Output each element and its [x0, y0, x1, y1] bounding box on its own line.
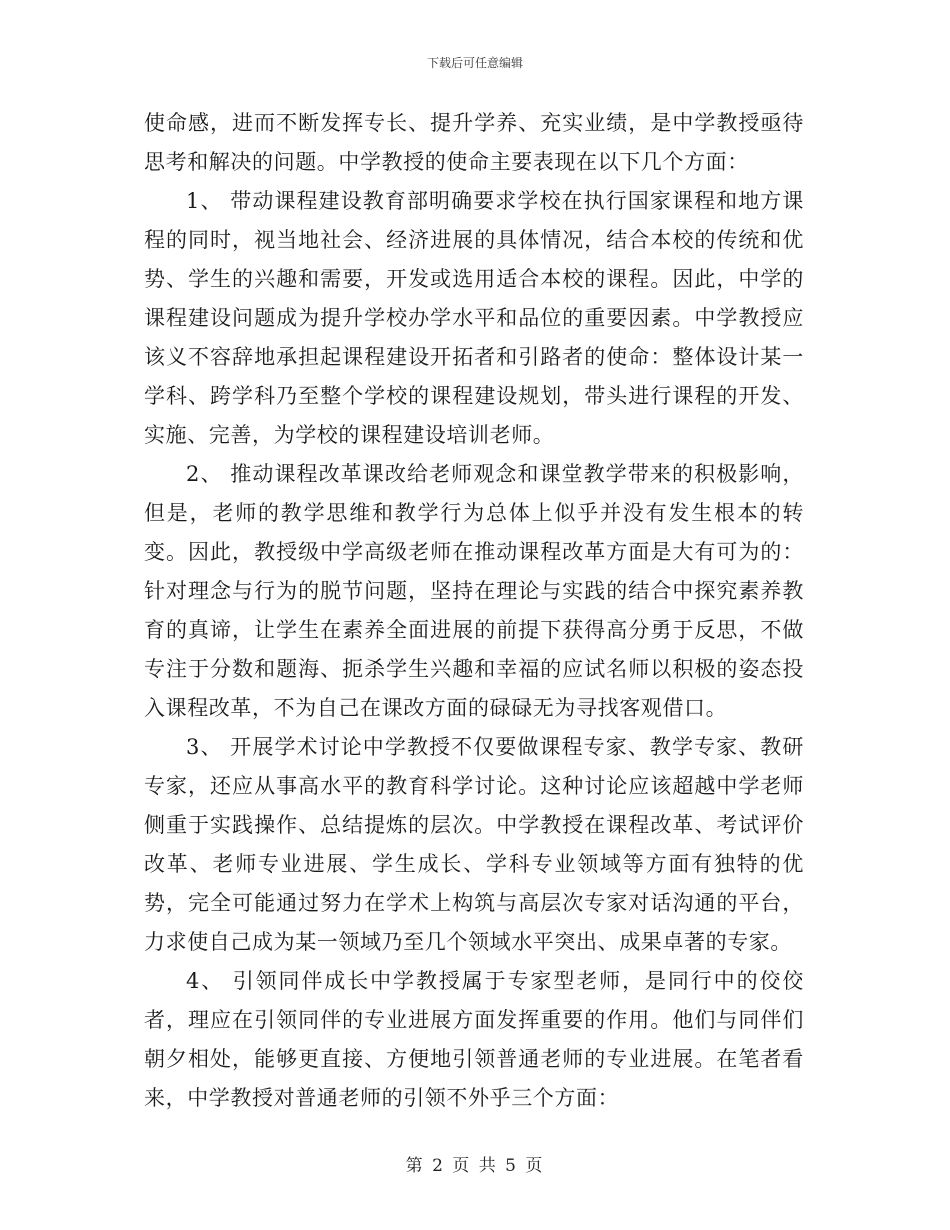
- paragraph-curriculum-building: 1、 带动课程建设教育部明确要求学校在执行国家课程和地方课程的同时，视当地社会、经济进展的具体情况，结合本校的传统和优势、学生的兴趣和需要，开发或选用适合本校的课程。因此，中学的课程建设问题成为提升学校办学水平和品位的重要因素。中学教授应该义不容辞地承担起课程建设开拓者和引路者的使命：整体设计某一学科、跨学科乃至整个学校的课程建设规划，带头进行课程的开发、实施、完善，为学校的课程建设培训老师。: [144, 189, 804, 447]
- paragraph-intro-continuation: 使命感，进而不断发挥专长、提升学养、充实业绩，是中学教授亟待思考和解决的问题。中学教授的使命主要表现在以下几个方面：: [144, 111, 804, 174]
- page-header: 下载后可任意编辑: [426, 56, 523, 70]
- document-body: [144, 104, 804, 1118]
- paragraph-curriculum-reform: 2、 推动课程改革课改给老师观念和课堂教学带来的积极影响，但是，老师的教学思维和教学行为总体上似乎并没有发生根本的转变。因此，教授级中学高级老师在推动课程改革方面是大有可为的：针对理念与行为的脱节问题，坚持在理论与实践的结合中探究素养教育的真谛，让学生在素养全面进展的前提下获得高分勇于反思，不做专注于分数和题海、扼杀学生兴趣和幸福的应试名师以积极的姿态投入课程改革，不为自己在课改方面的碌碌无为寻找客观借口。: [144, 462, 804, 720]
- paragraph-peer-leadership: 4、 引领同伴成长中学教授属于专家型老师，是同行中的佼佼者，理应在引领同伴的专业进展方面发挥重要的作用。他们与同伴们朝夕相处，能够更直接、方便地引领普通老师的专业进展。在笔者看来，中学教授对普通老师的引领不外乎三个方面：: [144, 969, 804, 1110]
- page-number-footer: 第 2 页 共 5 页: [405, 1156, 545, 1176]
- paragraph-academic-discussion: 3、 开展学术讨论中学教授不仅要做课程专家、教学专家、教研专家，还应从事高水平的教育科学讨论。这种讨论应该超越中学老师侧重于实践操作、总结提炼的层次。中学教授在课程改革、考试评价改革、老师专业进展、学生成长、学科专业领域等方面有独特的优势，完全可能通过努力在学术上构筑与高层次专家对话沟通的平台，力求使自己成为某一领域乃至几个领域水平突出、成果卓著的专家。: [144, 735, 804, 954]
